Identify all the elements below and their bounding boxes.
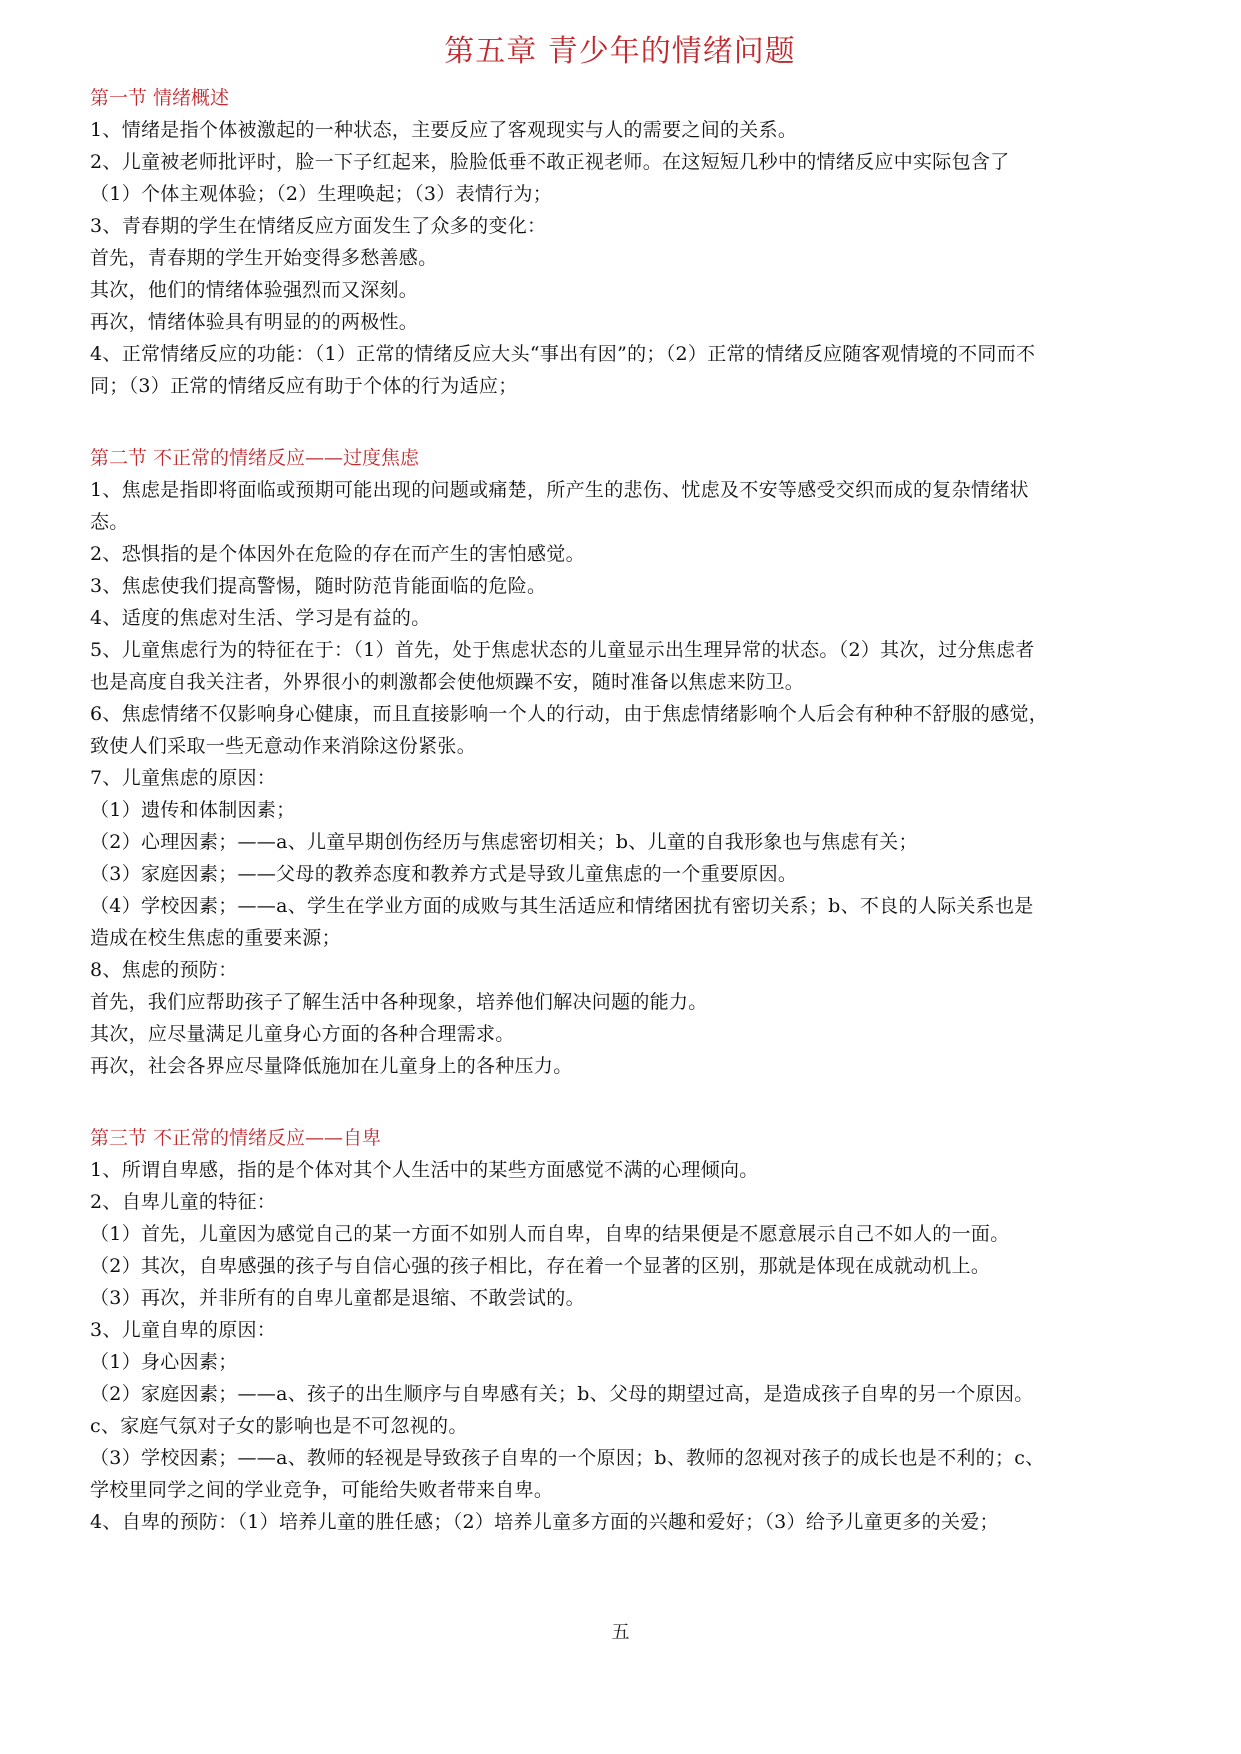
paragraph-line: c、家庭气氛对子女的影响也是不可忽视的。 xyxy=(90,1415,468,1437)
paragraph-line: 也是高度自我关注者，外界很小的刺激都会使他烦躁不安，随时准备以焦虑来防卫。 xyxy=(90,671,805,693)
paragraph-line: 再次，情绪体验具有明显的的两极性。 xyxy=(90,311,419,333)
paragraph-line: 造成在校生焦虑的重要来源； xyxy=(90,927,341,949)
paragraph-line: 3、青春期的学生在情绪反应方面发生了众多的变化： xyxy=(90,215,547,237)
paragraph-line: （2）家庭因素；——a、孩子的出生顺序与自卑感有关；b、父母的期望过高，是造成孩子自卑的另一个原因。 xyxy=(90,1383,1034,1405)
paragraph-line: 2、恐惧指的是个体因外在危险的存在而产生的害怕感觉。 xyxy=(90,543,585,565)
paragraph-line: 态。 xyxy=(90,511,129,533)
paragraph-line: （1）身心因素； xyxy=(90,1351,238,1373)
paragraph-line: 8、焦虑的预防： xyxy=(90,959,238,981)
paragraph-line: 其次，他们的情绪体验强烈而又深刻。 xyxy=(90,279,419,301)
paragraph-line: （1）遗传和体制因素； xyxy=(90,799,296,821)
paragraph-line: 首先，我们应帮助孩子了解生活中各种现象，培养他们解决问题的能力。 xyxy=(90,991,708,1013)
paragraph-line: 2、儿童被老师批评时，脸一下子红起来，脸脸低垂不敢正视老师。在这短短几秒中的情绪反应中实际包含了 xyxy=(90,151,1010,173)
section-heading: 第二节 不正常的情绪反应——过度焦虑 xyxy=(90,447,420,469)
paragraph-line: （1）个体主观体验；（2）生理唤起；（3）表情行为； xyxy=(90,183,553,205)
chapter-title: 第五章 青少年的情绪问题 xyxy=(444,34,796,69)
paragraph-line: 5、儿童焦虑行为的特征在于：（1）首先，处于焦虑状态的儿童显示出生理异常的状态。（2）其次，过分焦虑者 xyxy=(90,639,1035,661)
section-heading: 第一节 情绪概述 xyxy=(90,87,230,109)
paragraph-line: 4、正常情绪反应的功能：（1）正常的情绪反应大头“事出有因”的；（2）正常的情绪反应随客观情境的不同而不 xyxy=(90,343,1036,365)
section-3 xyxy=(90,1122,1150,1538)
paragraph-line: （3）学校因素；——a、教师的轻视是导致孩子自卑的一个原因；b、教师的忽视对孩子的成长也是不利的；c、 xyxy=(90,1447,1045,1469)
paragraph-line: 1、焦虑是指即将面临或预期可能出现的问题或痛楚，所产生的悲伤、忧虑及不安等感受交织而成的复杂情绪状 xyxy=(90,479,1029,501)
paragraph-line: 致使人们采取一些无意动作来消除这份紧张。 xyxy=(90,735,477,757)
paragraph-line: 6、焦虑情绪不仅影响身心健康，而且直接影响一个人的行动，由于焦虑情绪影响个人后会有种种不舒服的感觉， xyxy=(90,703,1049,725)
section-1 xyxy=(90,82,1150,402)
paragraph-line: 3、焦虑使我们提高警惕，随时防范肯能面临的危险。 xyxy=(90,575,547,597)
paragraph-line: 4、适度的焦虑对生活、学习是有益的。 xyxy=(90,607,431,629)
paragraph-line: 同；（3）正常的情绪反应有助于个体的行为适应； xyxy=(90,375,518,397)
paragraph-line: （3）家庭因素；——父母的教养态度和教养方式是导致儿童焦虑的一个重要原因。 xyxy=(90,863,798,885)
paragraph-line: （2）其次，自卑感强的孩子与自信心强的孩子相比，存在着一个显著的区别，那就是体现在成就动机上。 xyxy=(90,1255,991,1277)
paragraph-line: 4、自卑的预防：（1）培养儿童的胜任感；（2）培养儿童多方面的兴趣和爱好；（3）给予儿童更多的关爱； xyxy=(90,1511,999,1533)
document-page xyxy=(90,30,1150,1538)
paragraph-line: 学校里同学之间的学业竞争，可能给失败者带来自卑。 xyxy=(90,1479,554,1501)
paragraph-line: （1）首先，儿童因为感觉自己的某一方面不如别人而自卑，自卑的结果便是不愿意展示自己不如人的一面。 xyxy=(90,1223,1010,1245)
paragraph-line: （4）学校因素；——a、学生在学业方面的成败与其生活适应和情绪困扰有密切关系；b、不良的人际关系也是 xyxy=(90,895,1034,917)
paragraph-line: （2）心理因素；——a、儿童早期创伤经历与焦虑密切相关；b、儿童的自我形象也与焦虑有关； xyxy=(90,831,918,853)
section-heading: 第三节 不正常的情绪反应——自卑 xyxy=(90,1127,382,1149)
paragraph-line: 7、儿童焦虑的原因： xyxy=(90,767,277,789)
paragraph-line: （3）再次，并非所有的自卑儿童都是退缩、不敢尝试的。 xyxy=(90,1287,585,1309)
page-number: 五 xyxy=(611,1622,630,1643)
section-2 xyxy=(90,442,1150,1082)
paragraph-line: 2、自卑儿童的特征： xyxy=(90,1191,277,1213)
paragraph-line: 再次，社会各界应尽量降低施加在儿童身上的各种压力。 xyxy=(90,1055,573,1077)
paragraph-line: 首先，青春期的学生开始变得多愁善感。 xyxy=(90,247,438,269)
paragraph-line: 1、所谓自卑感，指的是个体对其个人生活中的某些方面感觉不满的心理倾向。 xyxy=(90,1159,759,1181)
paragraph-line: 其次，应尽量满足儿童身心方面的各种合理需求。 xyxy=(90,1023,515,1045)
paragraph-line: 3、儿童自卑的原因： xyxy=(90,1319,277,1341)
paragraph-line: 1、情绪是指个体被激起的一种状态，主要反应了客观现实与人的需要之间的关系。 xyxy=(90,119,798,141)
